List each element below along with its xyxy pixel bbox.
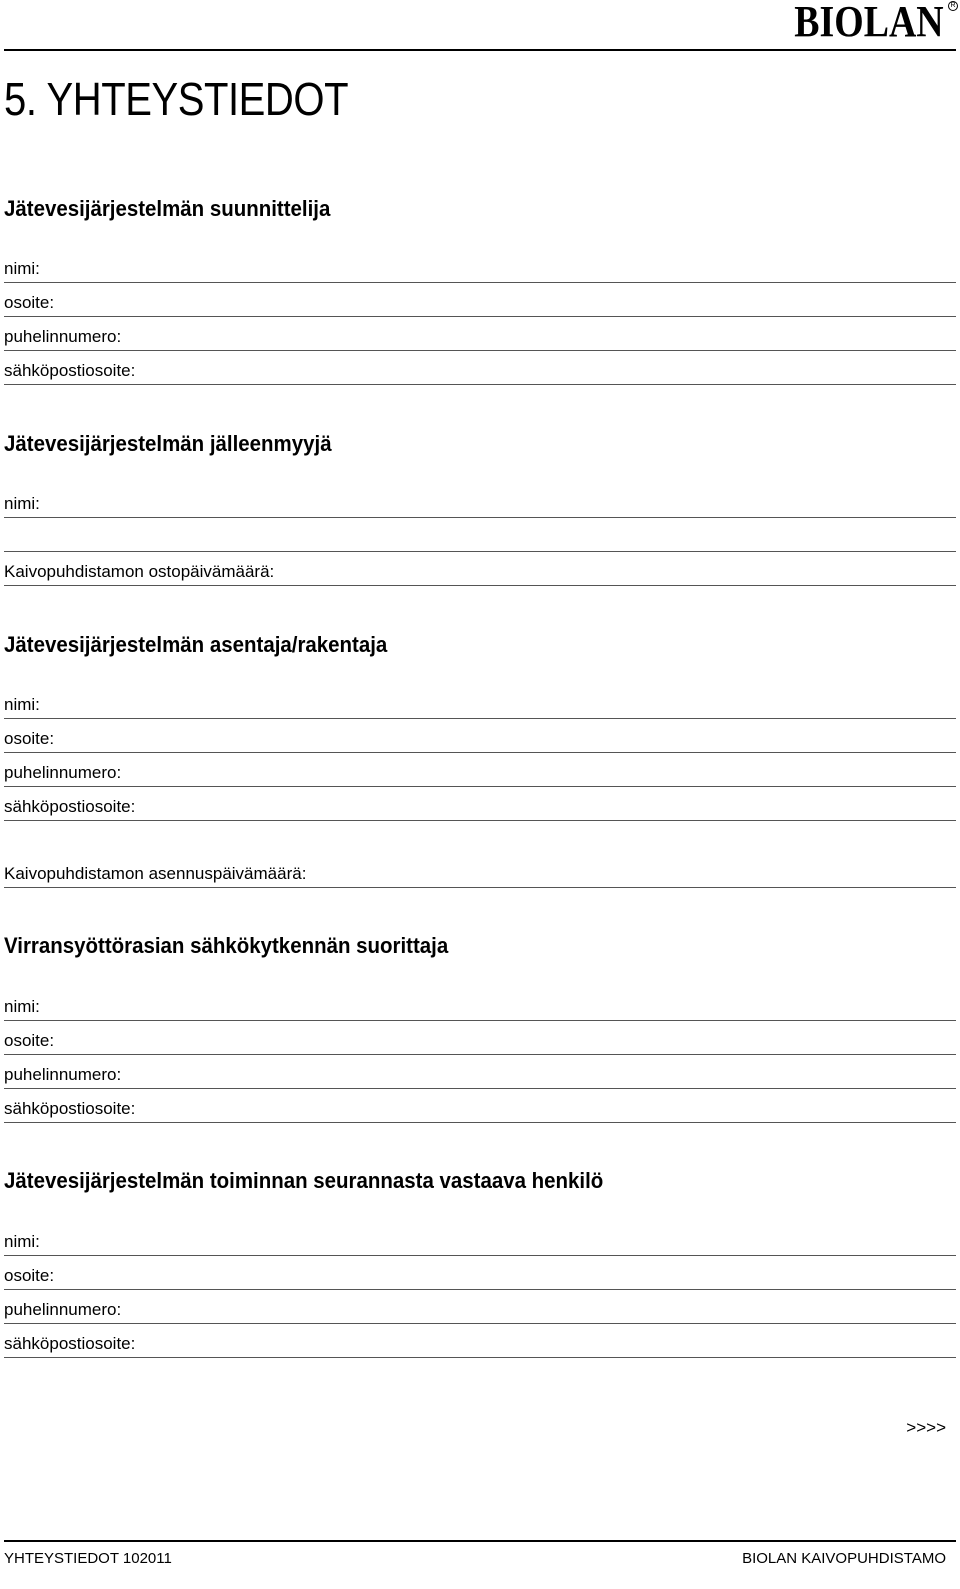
section-heading-sahkokytkenta: Virransyöttörasian sähkökytkennän suorittaja: [4, 933, 449, 958]
field-seuranta-sahkoposti[interactable]: [4, 1324, 956, 1358]
field-label: puhelinnumero:: [4, 1300, 122, 1319]
field-jalleenmyyja-nimi[interactable]: [4, 484, 956, 518]
field-line: [4, 1122, 956, 1123]
field-label: osoite:: [4, 293, 55, 312]
field-label: nimi:: [4, 494, 40, 513]
field-label: osoite:: [4, 729, 55, 748]
field-suunnittelija-puhelin[interactable]: [4, 317, 956, 351]
field-suunnittelija-nimi[interactable]: [4, 249, 956, 283]
field-label: sähköpostiosoite:: [4, 1334, 136, 1353]
field-suunnittelija-osoite[interactable]: [4, 283, 956, 317]
field-label: puhelinnumero:: [4, 1065, 122, 1084]
field-line: [4, 820, 956, 821]
field-label: nimi:: [4, 695, 40, 714]
field-suunnittelija-sahkoposti[interactable]: [4, 351, 956, 385]
field-ostopaivamaara[interactable]: [4, 552, 956, 586]
field-seuranta-puhelin[interactable]: [4, 1290, 956, 1324]
field-line: [4, 887, 956, 888]
field-asentaja-osoite[interactable]: [4, 719, 956, 753]
field-label: sähköpostiosoite:: [4, 797, 136, 816]
field-label: sähköpostiosoite:: [4, 361, 136, 380]
footer-product-name: BIOLAN KAIVOPUHDISTAMO: [742, 1550, 946, 1567]
biolan-logo: BIOLAN: [794, 0, 944, 46]
page-title: 5. YHTEYSTIEDOT: [4, 73, 349, 125]
field-label: nimi:: [4, 997, 40, 1016]
field-sahkokytkenta-nimi[interactable]: [4, 987, 956, 1021]
section-heading-jalleenmyyja: Jätevesijärjestelmän jälleenmyyjä: [4, 431, 332, 456]
section-heading-seuranta: Jätevesijärjestelmän toiminnan seurannasta vastaava henkilö: [4, 1168, 604, 1193]
field-seuranta-osoite[interactable]: [4, 1256, 956, 1290]
field-jalleenmyyja-blank[interactable]: [4, 518, 956, 552]
field-asentaja-puhelin[interactable]: [4, 753, 956, 787]
footer-document-code: YHTEYSTIEDOT 102011: [4, 1550, 172, 1567]
field-label: puhelinnumero:: [4, 763, 122, 782]
field-sahkokytkenta-puhelin[interactable]: [4, 1055, 956, 1089]
field-label: Kaivopuhdistamon asennuspäivämäärä:: [4, 864, 307, 883]
field-asennuspaivamaara[interactable]: [4, 854, 956, 888]
field-label: osoite:: [4, 1266, 55, 1285]
section-heading-asentaja: Jätevesijärjestelmän asentaja/rakentaja: [4, 632, 388, 657]
field-label: nimi:: [4, 259, 40, 278]
field-label: nimi:: [4, 1232, 40, 1251]
field-label: Kaivopuhdistamon ostopäivämäärä:: [4, 562, 275, 581]
field-label: puhelinnumero:: [4, 327, 122, 346]
field-line: [4, 384, 956, 385]
field-sahkokytkenta-osoite[interactable]: [4, 1021, 956, 1055]
section-heading-suunnittelija: Jätevesijärjestelmän suunnittelija: [4, 196, 331, 221]
field-seuranta-nimi[interactable]: [4, 1222, 956, 1256]
footer-divider: [4, 1540, 956, 1542]
field-label: sähköpostiosoite:: [4, 1099, 136, 1118]
field-label: osoite:: [4, 1031, 55, 1050]
field-asentaja-sahkoposti[interactable]: [4, 787, 956, 821]
header-divider: [4, 49, 956, 51]
field-sahkokytkenta-sahkoposti[interactable]: [4, 1089, 956, 1123]
field-line: [4, 585, 956, 586]
field-asentaja-nimi[interactable]: [4, 685, 956, 719]
continue-marker: >>>>: [906, 1418, 946, 1437]
field-line: [4, 1357, 956, 1358]
registered-mark-icon: R: [948, 1, 958, 11]
